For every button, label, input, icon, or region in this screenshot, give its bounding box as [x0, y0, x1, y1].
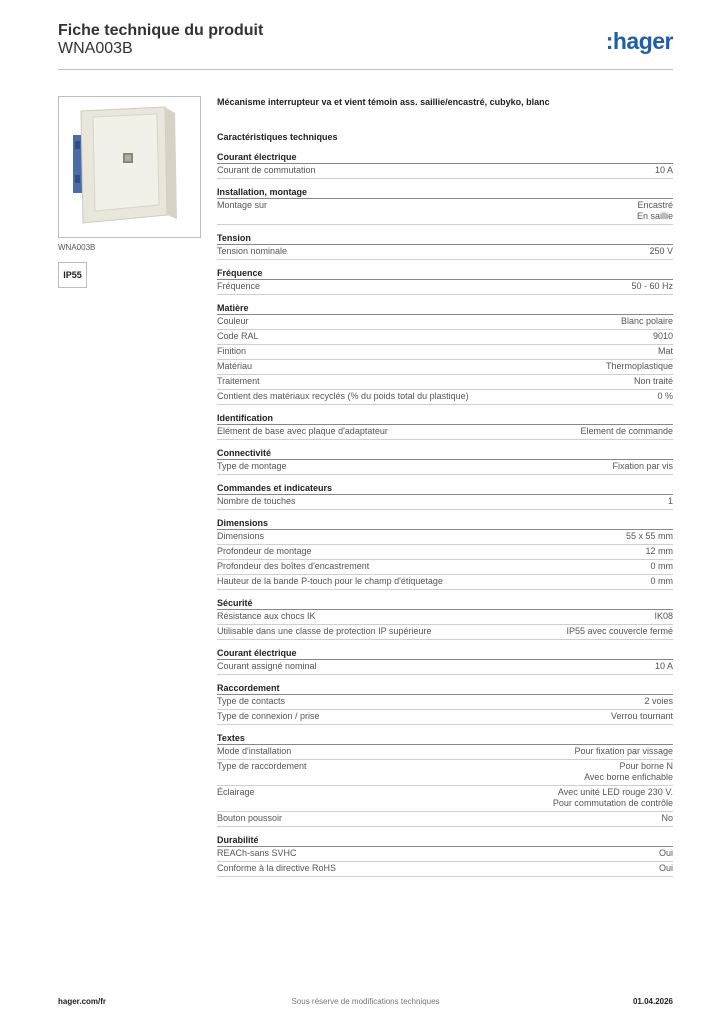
- spec-value: [626, 531, 673, 542]
- spec-value-line: 1: [667, 496, 673, 506]
- section-title: Installation, montage: [217, 185, 673, 199]
- spec-value: [621, 316, 673, 327]
- spec-section: [217, 731, 673, 827]
- spec-label: Couleur: [217, 316, 249, 326]
- brand-logo: :hager: [605, 28, 673, 54]
- spec-value-line: 0 mm: [650, 576, 673, 586]
- spec-row: [217, 710, 673, 725]
- spec-row: [217, 575, 673, 590]
- spec-value: [654, 611, 673, 622]
- section-title: Tension: [217, 231, 673, 245]
- document-title: Fiche technique du produit: [58, 22, 264, 39]
- spec-value-line: 55 x 55 mm: [625, 531, 673, 541]
- spec-value: [649, 246, 673, 257]
- spec-value-line: Verrou tournant: [610, 711, 673, 721]
- spec-label: Hauteur de la bande P-touch pour le champ d'étiquetage: [217, 576, 443, 586]
- spec-section: [217, 411, 673, 440]
- spec-section: [217, 481, 673, 510]
- spec-value: [631, 281, 673, 292]
- spec-value: [655, 165, 673, 176]
- spec-section: [217, 446, 673, 475]
- spec-row: [217, 625, 673, 640]
- spec-value-line: 0 %: [657, 391, 673, 401]
- spec-label: Fréquence: [217, 281, 261, 291]
- spec-row: [217, 375, 673, 390]
- document-footer: [58, 997, 673, 1011]
- spec-row: [217, 360, 673, 375]
- section-title: Fréquence: [217, 266, 673, 280]
- spec-label: Conforme à la directive RoHS: [217, 863, 337, 873]
- spec-row: [217, 495, 673, 510]
- spec-label: Code RAL: [217, 331, 259, 341]
- spec-row: [217, 530, 673, 545]
- spec-section: [217, 301, 673, 405]
- spec-value: [634, 376, 673, 387]
- spec-value-line: Avec borne enfichable: [584, 772, 673, 782]
- brand-logo-text: hager: [612, 28, 673, 54]
- spec-row: [217, 164, 673, 179]
- spec-label: Type de montage: [217, 461, 287, 471]
- spec-value: [612, 461, 673, 472]
- spec-row: [217, 280, 673, 295]
- footer-website: hager.com/fr: [58, 997, 107, 1006]
- spec-row: [217, 812, 673, 827]
- spec-label: Utilisable dans une classe de protection IP supérieure: [217, 626, 432, 636]
- product-switch-illustration: [59, 97, 200, 237]
- spec-label: Montage sur: [217, 200, 268, 210]
- spec-value-line: Thermoplastique: [605, 361, 673, 371]
- spec-row: [217, 199, 673, 225]
- spec-row: [217, 786, 673, 812]
- spec-row: [217, 847, 673, 862]
- spec-section: [217, 681, 673, 725]
- spec-value-line: Pour commutation de contrôle: [552, 798, 673, 808]
- section-title: Sécurité: [217, 596, 673, 610]
- spec-value-line: Fixation par vis: [612, 461, 673, 471]
- spec-label: REACh-sans SVHC: [217, 848, 297, 858]
- product-reference: WNA003B: [58, 40, 133, 57]
- spec-value: [651, 576, 674, 587]
- section-title: Matière: [217, 301, 673, 315]
- spec-value-line: Avec unité LED rouge 230 V.: [557, 787, 673, 797]
- spec-label: Matériau: [217, 361, 253, 371]
- product-image: [58, 96, 201, 238]
- spec-section: [217, 231, 673, 260]
- section-title: Connectivité: [217, 446, 673, 460]
- spec-label: Profondeur des boîtes d'encastrement: [217, 561, 370, 571]
- spec-row: [217, 862, 673, 877]
- spec-label: Traitement: [217, 376, 260, 386]
- spec-value-line: 12 mm: [645, 546, 673, 556]
- spec-row: [217, 545, 673, 560]
- spec-value: [658, 346, 673, 357]
- spec-value-line: 10 A: [654, 165, 673, 175]
- spec-value-line: 10 A: [654, 661, 673, 671]
- spec-label: Type de raccordement: [217, 761, 307, 771]
- spec-value-line: IK08: [654, 611, 673, 621]
- spec-row: [217, 610, 673, 625]
- spec-value-line: 250 V: [649, 246, 673, 256]
- spec-row: [217, 315, 673, 330]
- ip-rating-badge: IP55: [58, 262, 87, 288]
- spec-value-line: 50 - 60 Hz: [631, 281, 673, 291]
- document-header: [58, 22, 673, 70]
- spec-label: Mode d'installation: [217, 746, 292, 756]
- spec-value-line: No: [661, 813, 673, 823]
- spec-row: [217, 425, 673, 440]
- spec-value: [659, 848, 673, 859]
- specs-heading: Caractéristiques techniques: [217, 132, 338, 142]
- spec-value-line: 2 voies: [644, 696, 673, 706]
- section-title: Textes: [217, 731, 673, 745]
- spec-value: [644, 696, 673, 707]
- spec-value-line: En saillie: [636, 211, 673, 221]
- spec-value: [657, 391, 673, 402]
- footer-notice: Sous réserve de modifications techniques: [291, 997, 440, 1006]
- spec-section: [217, 596, 673, 640]
- spec-label: Dimensions: [217, 531, 265, 541]
- spec-value-line: Blanc polaire: [620, 316, 673, 326]
- spec-value: [606, 361, 673, 372]
- spec-value-line: Non traité: [633, 376, 673, 386]
- spec-section: [217, 150, 673, 179]
- section-title: Courant électrique: [217, 646, 673, 660]
- image-caption: WNA003B: [58, 243, 96, 252]
- spec-value: [584, 761, 673, 783]
- footer-date: 01.04.2026: [632, 997, 673, 1006]
- spec-label: Tension nominale: [217, 246, 288, 256]
- section-title: Identification: [217, 411, 673, 425]
- spec-label: Elément de base avec plaque d'adaptateur: [217, 426, 388, 436]
- section-title: Commandes et indicateurs: [217, 481, 673, 495]
- spec-value: [668, 496, 673, 507]
- spec-label: Courant de commutation: [217, 165, 316, 175]
- product-description: Mécanisme interrupteur va et vient témoin ass. saillie/encastré, cubyko, blanc: [217, 97, 550, 107]
- section-title: Dimensions: [217, 516, 673, 530]
- spec-value: [653, 331, 673, 342]
- spec-value: [659, 863, 673, 874]
- spec-label: Contient des matériaux recyclés (% du poids total du plastique): [217, 391, 469, 401]
- spec-value-line: Mat: [657, 346, 673, 356]
- specifications-column: [217, 95, 673, 877]
- spec-row: [217, 245, 673, 260]
- spec-value-line: Oui: [658, 848, 673, 858]
- spec-value: [645, 546, 673, 557]
- spec-row: [217, 695, 673, 710]
- spec-value-line: IP55 avec couvercle fermé: [566, 626, 673, 636]
- spec-value-line: Pour fixation par vissage: [574, 746, 673, 756]
- spec-label: Bouton poussoir: [217, 813, 283, 823]
- spec-value-line: Encastré: [637, 200, 673, 210]
- spec-value: [637, 200, 673, 222]
- spec-row: [217, 345, 673, 360]
- spec-value-line: Pour borne N: [619, 761, 673, 771]
- spec-value: [574, 746, 673, 757]
- spec-row: [217, 390, 673, 405]
- spec-row: [217, 460, 673, 475]
- spec-value: [553, 787, 673, 809]
- spec-value-line: Oui: [658, 863, 673, 873]
- spec-value-line: 0 mm: [650, 561, 673, 571]
- spec-value: [651, 561, 674, 572]
- spec-section: [217, 266, 673, 295]
- spec-label: Éclairage: [217, 787, 255, 797]
- spec-label: Courant assigné nominal: [217, 661, 317, 671]
- spec-label: Profondeur de montage: [217, 546, 312, 556]
- spec-label: Type de contacts: [217, 696, 286, 706]
- spec-row: [217, 560, 673, 575]
- spec-section: [217, 516, 673, 590]
- section-title: Durabilité: [217, 833, 673, 847]
- spec-value: [655, 661, 673, 672]
- spec-row: [217, 760, 673, 786]
- spec-value: [580, 426, 673, 437]
- spec-value-line: 9010: [652, 331, 673, 341]
- spec-value: [661, 813, 673, 824]
- section-title: Raccordement: [217, 681, 673, 695]
- spec-row: [217, 660, 673, 675]
- spec-section: [217, 646, 673, 675]
- spec-sections: [217, 150, 673, 877]
- spec-row: [217, 330, 673, 345]
- spec-label: Type de connexion / prise: [217, 711, 320, 721]
- section-title: Courant électrique: [217, 150, 673, 164]
- spec-section: [217, 185, 673, 225]
- spec-value: [566, 626, 673, 637]
- spec-label: Nombre de touches: [217, 496, 296, 506]
- spec-row: [217, 745, 673, 760]
- spec-value-line: Element de commande: [580, 426, 673, 436]
- spec-label: Finition: [217, 346, 247, 356]
- spec-value: [611, 711, 673, 722]
- spec-section: [217, 833, 673, 877]
- spec-label: Résistance aux chocs IK: [217, 611, 316, 621]
